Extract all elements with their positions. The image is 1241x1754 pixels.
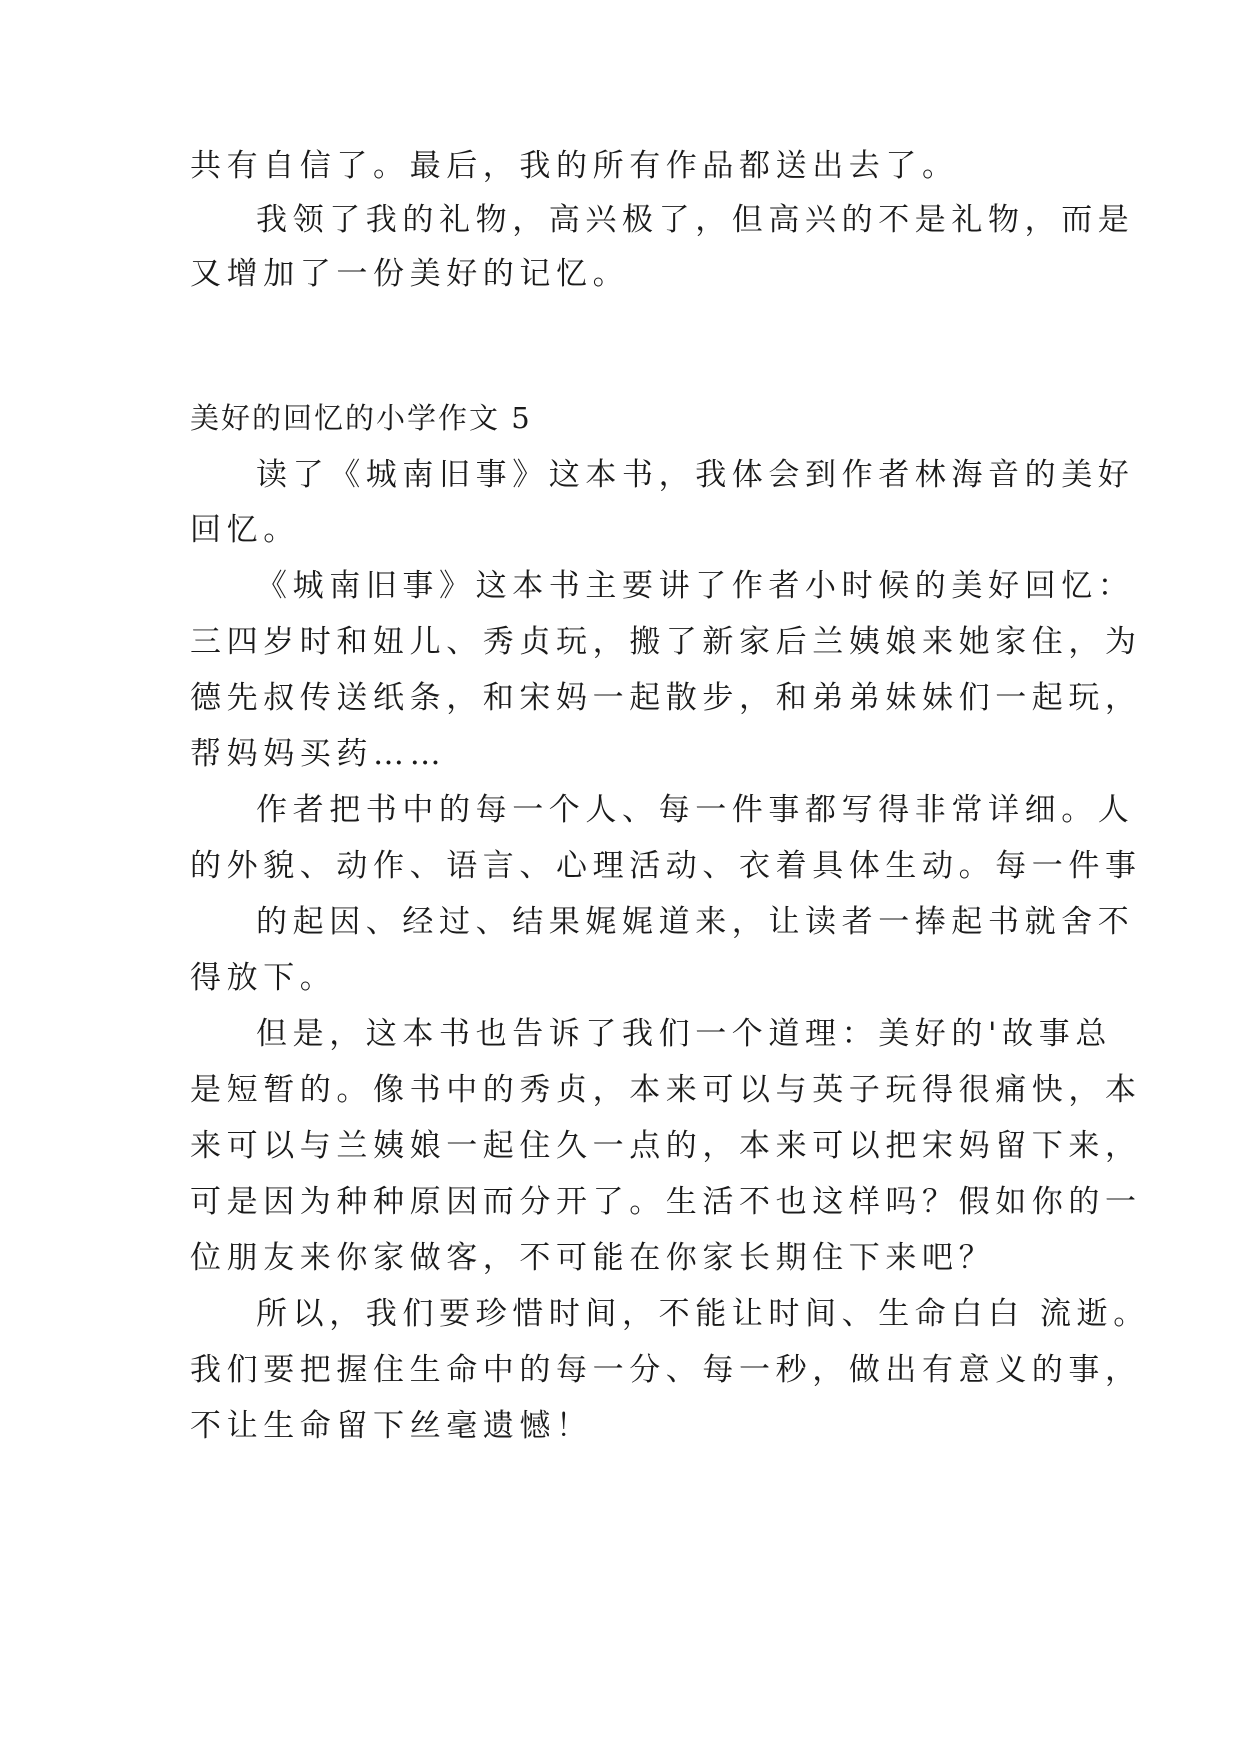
- text-line: 可是因为种种原因而分开了。生活不也这样吗？假如你的一: [190, 1184, 1142, 1220]
- paragraph-line: 我领了我的礼物，高兴极了，但高兴的不是礼物，而是: [256, 202, 1135, 238]
- paragraph-line: 作者把书中的每一个人、每一件事都写得非常详细。人: [256, 792, 1135, 828]
- text-line: 帮妈妈买药……: [190, 736, 447, 772]
- paragraph-line: 《城南旧事》这本书主要讲了作者小时候的美好回忆：: [256, 568, 1135, 604]
- text-line: 的外貌、动作、语言、心理活动、衣着具体生动。每一件事: [190, 848, 1142, 884]
- paragraph-line: 所以，我们要珍惜时间，不能让时间、生命白白 流逝。: [256, 1296, 1150, 1332]
- text-line: 是短暂的。像书中的秀贞，本来可以与英子玩得很痛快，本: [190, 1072, 1142, 1108]
- text-line: 不让生命留下丝毫遗憾！: [190, 1408, 593, 1444]
- section-title: 美好的回忆的小学作文 5: [190, 401, 532, 435]
- paragraph-line: 读了《城南旧事》这本书，我体会到作者林海音的美好: [256, 457, 1135, 493]
- paragraph-line: 但是，这本书也告诉了我们一个道理：美好的'故事总: [256, 1016, 1112, 1052]
- text-line: 德先叔传送纸条，和宋妈一起散步，和弟弟妹妹们一起玩，: [190, 680, 1142, 716]
- text-line: 三四岁时和妞儿、秀贞玩，搬了新家后兰姨娘来她家住，为: [190, 624, 1142, 660]
- text-line: 共有自信了。最后，我的所有作品都送出去了。: [190, 148, 959, 184]
- text-line: 我们要把握住生命中的每一分、每一秒，做出有意义的事，: [190, 1352, 1142, 1388]
- paragraph-line: 的起因、经过、结果娓娓道来，让读者一捧起书就舍不: [256, 904, 1135, 940]
- text-line: 回忆。: [190, 512, 300, 548]
- text-line: 又增加了一份美好的记忆。: [190, 256, 630, 292]
- text-line: 位朋友来你家做客，不可能在你家长期住下来吧？: [190, 1240, 996, 1276]
- text-line: 来可以与兰姨娘一起住久一点的，本来可以把宋妈留下来，: [190, 1128, 1142, 1164]
- text-line: 得放下。: [190, 960, 337, 996]
